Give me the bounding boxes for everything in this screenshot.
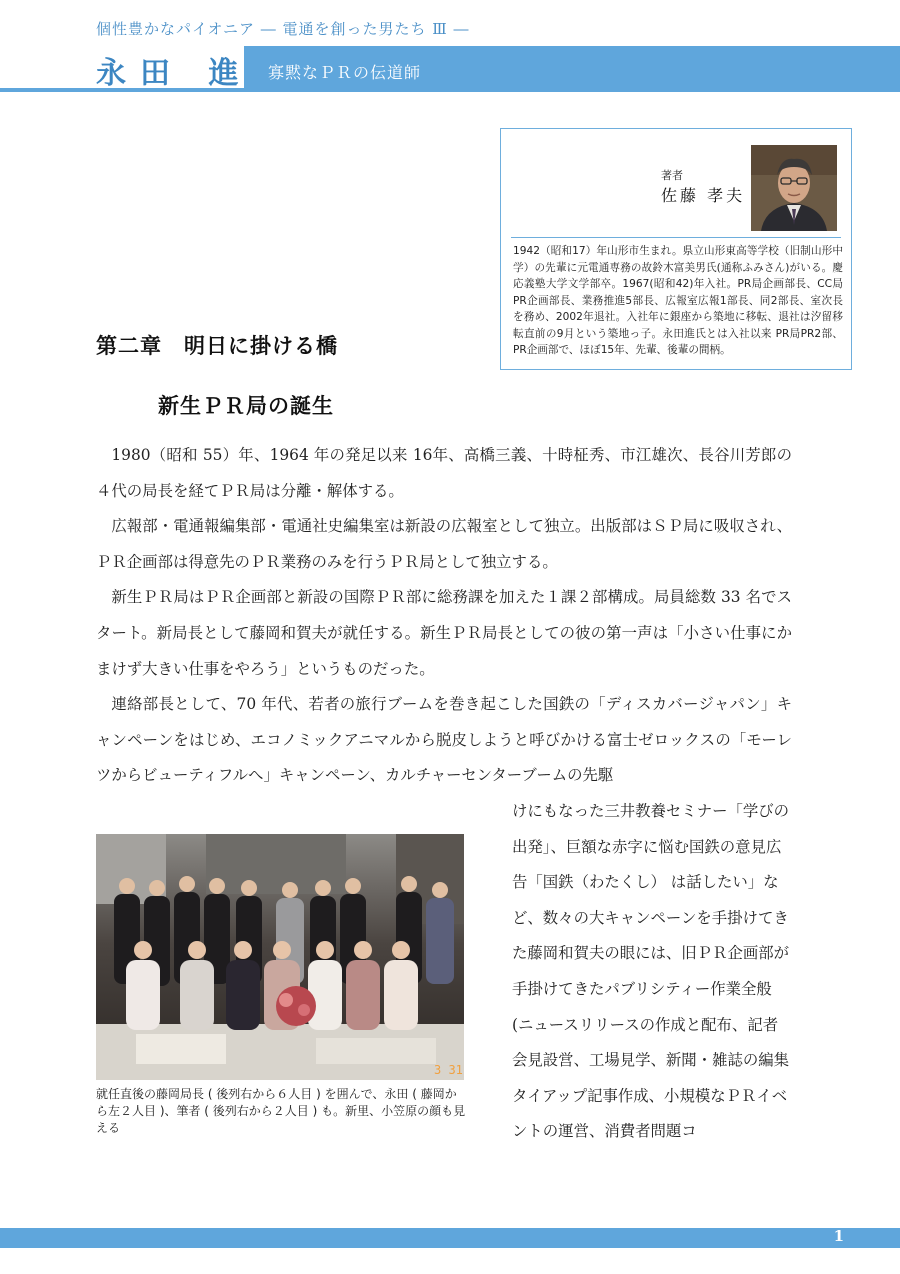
page-number: 1	[833, 1227, 844, 1245]
photo-caption: 就任直後の藤岡局長 ( 後列右から６人目 ) を囲んで、永田 ( 藤岡から左２人目 )、筆者 ( 後列右から２人目 ) も。新里、小笠原の顔も見える	[96, 1087, 466, 1135]
paragraph: 広報部・電通報編集部・電通社史編集室は新設の広報室として独立。出版部はＳＰ局に吸収され、ＰＲ企画部は得意先のＰＲ業務のみを行うＰＲ局として独立する。	[96, 517, 792, 571]
author-portrait-graphic	[751, 145, 837, 231]
author-divider	[511, 237, 841, 238]
section-title: 新生ＰＲ局の誕生	[158, 393, 334, 418]
subject-name: 永田 進	[96, 56, 253, 91]
author-name: 佐藤 孝夫	[661, 186, 746, 205]
column-text	[512, 794, 792, 1150]
series-title: 個性豊かなパイオニア ― 電通を創った男たち Ⅲ ―	[96, 20, 470, 38]
body-text	[96, 438, 792, 794]
group-photo-graphic	[96, 834, 464, 1080]
article-subtitle: 寡黙なＰＲの伝道師	[268, 63, 422, 82]
paragraph: 新生ＰＲ局はＰＲ企画部と新設の国際ＰＲ部に総務課を加えた１課２部構成。局員総数 33 名でスタート。新局長として藤岡和賀夫が就任する。新生ＰＲ局長としての彼の第一声は「小さい仕事にかまけず大きい仕事をやろう」というものだった。	[96, 588, 792, 678]
photo-date-stamp: 3 31	[434, 1063, 463, 1077]
paragraph: 連絡部長として、70 年代、若者の旅行ブームを巻き起こした国鉄の「ディスカバージャパン」キャンペーンをはじめ、エコノミックアニマルから脱皮しようと呼びかける富士ゼロックスの「モーレツからビューティフルへ」キャンペーン、カルチャーセンターブームの先駆	[96, 695, 792, 785]
footer-band	[0, 1228, 900, 1248]
chapter-title: 第二章 明日に掛ける橋	[96, 333, 338, 358]
author-portrait	[751, 145, 837, 231]
author-role: 著者	[661, 169, 683, 182]
author-bio: 1942（昭和17）年山形市生まれ。県立山形東高等学校（旧制山形中学）の先輩に元電通専務の故鈴木富美男氏(通称ふみさん)がいる。慶応義塾大学文学部卒。1967(昭和42)年入社。PR局企画部長、CC局PR企画部長、業務推進5部長、広報室広報1部長、同2部長、室次長を務め、2002年退社。入社年に銀座から築地に移転、退社は汐留移転直前の9月という築地っ子。永田進氏とは入社以来 PR局PR2部、PR企画部で、ほぼ15年、先輩、後輩の間柄。	[513, 245, 843, 356]
paragraph: 1980（昭和 55）年、1964 年の発足以来 16年、高橋三義、十時柾秀、市江雄次、長谷川芳郎の４代の局長を経てＰＲ局は分離・解体する。	[96, 446, 792, 500]
paragraph-continued: けにもなった三井教養セミナー「学びの出発」、巨額な赤字に悩む国鉄の意見広告「国鉄（わたくし） は話したい」など、数々の大キャンペーンを手掛けてきた藤岡和賀夫の眼には、旧ＰＲ企画部が手掛けてきたパブリシティー作業全般(ニュースリリースの作成と配布、記者会見設営、工場見学、新聞・雑誌の編集タイアップ記事作成、小規模なＰＲイベントの運営、消費者問題コ	[512, 802, 790, 1141]
author-box	[500, 128, 852, 370]
group-photo	[96, 834, 464, 1080]
